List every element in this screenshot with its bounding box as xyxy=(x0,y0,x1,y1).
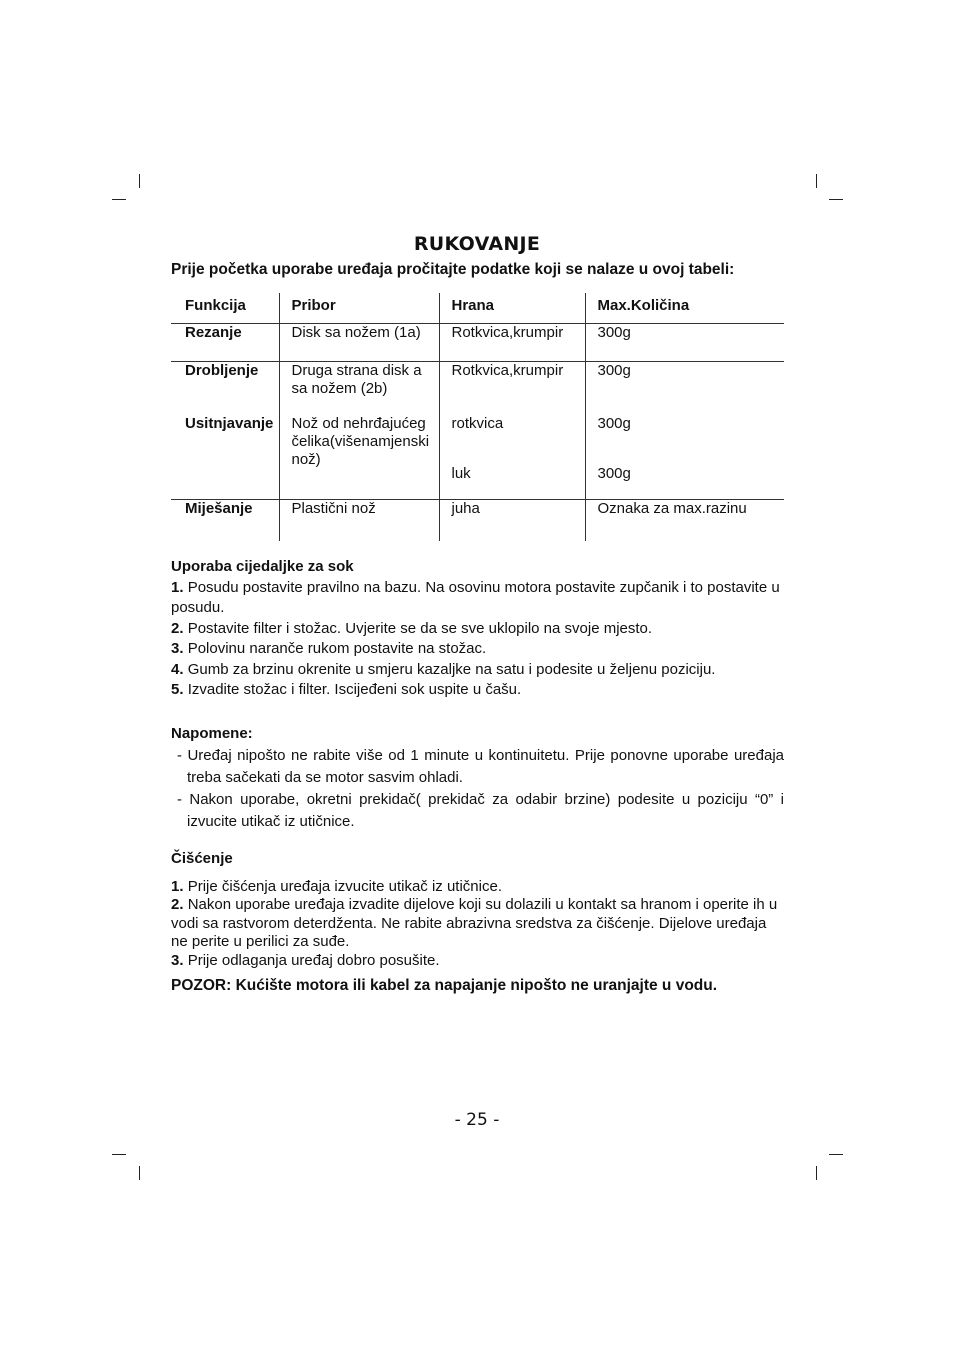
quantity-cell: Oznaka za max.razinu xyxy=(585,499,784,541)
column-header: Max.Količina xyxy=(585,293,784,323)
usage-table xyxy=(171,293,784,541)
crop-mark xyxy=(112,1154,126,1155)
notes-section xyxy=(171,723,784,833)
accessory-cell: Disk sa nožem (1a) xyxy=(279,323,439,361)
food-cell: Rotkvica,krumpir xyxy=(439,323,585,361)
column-header: Hrana xyxy=(439,293,585,323)
list-item: 1. Prije čišćenja uređaja izvucite utikač iz utičnice. xyxy=(171,877,502,895)
quantity-cell xyxy=(585,415,784,499)
crop-mark xyxy=(829,1154,843,1155)
quantity-item: 300g xyxy=(597,465,631,482)
column-header: Pribor xyxy=(279,293,439,323)
accessory-cell: Plastični nož xyxy=(279,499,439,541)
list-item: 1. Posudu postavite pravilno na bazu. Na osovinu motora postavite zupčanik i to postavite u posudu. xyxy=(171,578,780,616)
quantity-item: 300g xyxy=(597,415,631,432)
table-row xyxy=(171,415,784,499)
crop-mark xyxy=(829,199,843,200)
table-row xyxy=(171,361,784,415)
crop-mark xyxy=(816,1166,817,1180)
note-item: - Uređaj nipošto ne rabite više od 1 minute u kontinuitetu. Prije ponovne uporabe uređaja treba sačekati da se motor sasvim ohladi. xyxy=(177,747,784,786)
function-cell: Miješanje xyxy=(185,499,253,517)
cleaning-section xyxy=(171,850,784,970)
crop-mark xyxy=(816,174,817,188)
intro-text: Prije početka uporabe uređaja pročitajte podatke koji se nalaze u ovoj tabeli: xyxy=(171,261,735,278)
quantity-cell: 300g xyxy=(585,323,784,361)
list-item: 3. Polovinu naranče rukom postavite na stožac. xyxy=(171,640,487,657)
section-heading: Uporaba cijedaljke za sok xyxy=(171,558,354,575)
accessory-cell: Nož od nehrđajućeg čelika(višenamjenski nož) xyxy=(279,415,439,499)
warning-text: POZOR: Kućište motora ili kabel za napajanje nipošto ne uranjajte u vodu. xyxy=(171,977,718,994)
table-header-row xyxy=(171,293,784,323)
column-header: Funkcija xyxy=(185,297,246,314)
list-item: 2. Nakon uporabe uređaja izvadite dijelove koji su dolazili u kontakt sa hranom i operite ih u vodi sa rastvorom deterdženta. Ne rabite abrazivna sredstva za čišćenje. Dijelove uređaja ne perite u perilici za suđe. xyxy=(171,896,778,950)
page-title: RUKOVANJE xyxy=(413,233,541,255)
list-item: 4. Gumb za brzinu okrenite u smjeru kazaljke na satu i podesite u željenu poziciju. xyxy=(171,660,716,678)
function-cell: Usitnjavanje xyxy=(185,415,274,432)
page-number: - 25 - xyxy=(454,1110,500,1130)
function-cell: Drobljenje xyxy=(185,361,259,379)
crop-mark xyxy=(139,1166,140,1180)
function-cell: Rezanje xyxy=(185,323,242,341)
note-item: - Nakon uporabe, okretni prekidač( prekidač za odabir brzine) podesite u poziciju “0” i izvucite utikač iz utičnice. xyxy=(177,791,784,830)
crop-mark xyxy=(112,199,126,200)
table-row xyxy=(171,499,784,541)
accessory-cell: Druga strana disk a sa nožem (2b) xyxy=(279,361,439,415)
food-cell: juha xyxy=(439,499,585,541)
juicer-section xyxy=(171,557,784,701)
list-item: 3. Prije odlaganja uređaj dobro posušite. xyxy=(171,951,440,969)
section-heading: Čišćenje xyxy=(171,850,233,867)
section-heading: Napomene: xyxy=(171,725,253,742)
food-cell xyxy=(439,415,585,499)
list-item: 5. Izvadite stožac i filter. Iscijeđeni sok uspite u čašu. xyxy=(171,681,522,698)
list-item: 2. Postavite filter i stožac. Uvjerite se da se sve uklopilo na svoje mjesto. xyxy=(171,619,653,637)
quantity-cell: 300g xyxy=(585,361,784,415)
food-item: rotkvica xyxy=(451,415,504,432)
food-item: luk xyxy=(451,465,471,482)
crop-mark xyxy=(139,174,140,188)
food-cell: Rotkvica,krumpir xyxy=(439,361,585,415)
table-row xyxy=(171,323,784,361)
